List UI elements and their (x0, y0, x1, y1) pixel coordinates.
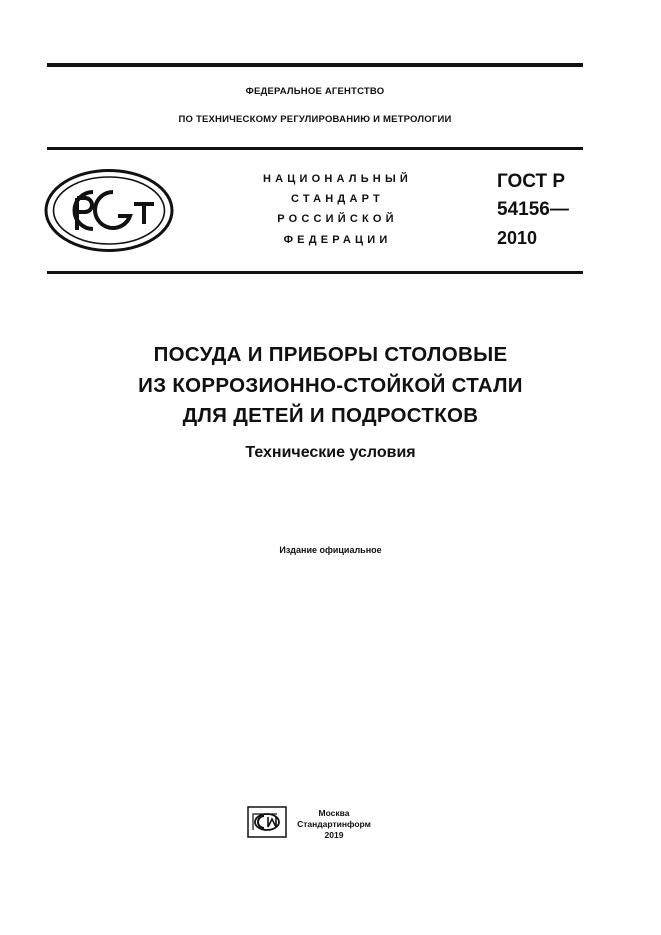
header-rule (47, 147, 583, 150)
standard-type-line1: НАЦИОНАЛЬНЫЙ (262, 173, 413, 185)
agency-name-line1: ФЕДЕРАЛЬНОЕ АГЕНТСТВО (245, 86, 385, 97)
agency-name-line2: ПО ТЕХНИЧЕСКОМУ РЕГУЛИРОВАНИЮ И МЕТРОЛОГИИ (178, 114, 452, 125)
standard-type-line2: СТАНДАРТ (291, 193, 384, 205)
document-title-line2: ИЗ КОРРОЗИОННО-СТОЙКОЙ СТАЛИ (138, 374, 523, 397)
gost-designation-year: 2010 (497, 228, 538, 248)
standartinform-logo-icon (247, 806, 287, 838)
publication-year: 2019 (324, 830, 344, 840)
document-title-line3: ДЛЯ ДЕТЕЙ И ПОДРОСТКОВ (182, 404, 479, 427)
gost-designation-line2: 54156— (497, 199, 569, 220)
edition-note: Издание официальное (279, 545, 382, 555)
publisher-city: Москва (318, 808, 350, 818)
top-rule (47, 63, 583, 67)
gost-designation-line1: ГОСТ Р (497, 171, 566, 192)
rst-logo-icon (44, 168, 174, 253)
document-title-line1: ПОСУДА И ПРИБОРЫ СТОЛОВЫЕ (153, 343, 508, 366)
publisher-name: Стандартинформ (297, 819, 371, 829)
standard-type-line3: РОССИЙСКОЙ (277, 213, 398, 225)
standard-type-line4: ФЕДЕРАЦИИ (283, 234, 392, 246)
header-bottom-rule (47, 271, 583, 274)
document-subtitle: Технические условия (245, 444, 416, 461)
